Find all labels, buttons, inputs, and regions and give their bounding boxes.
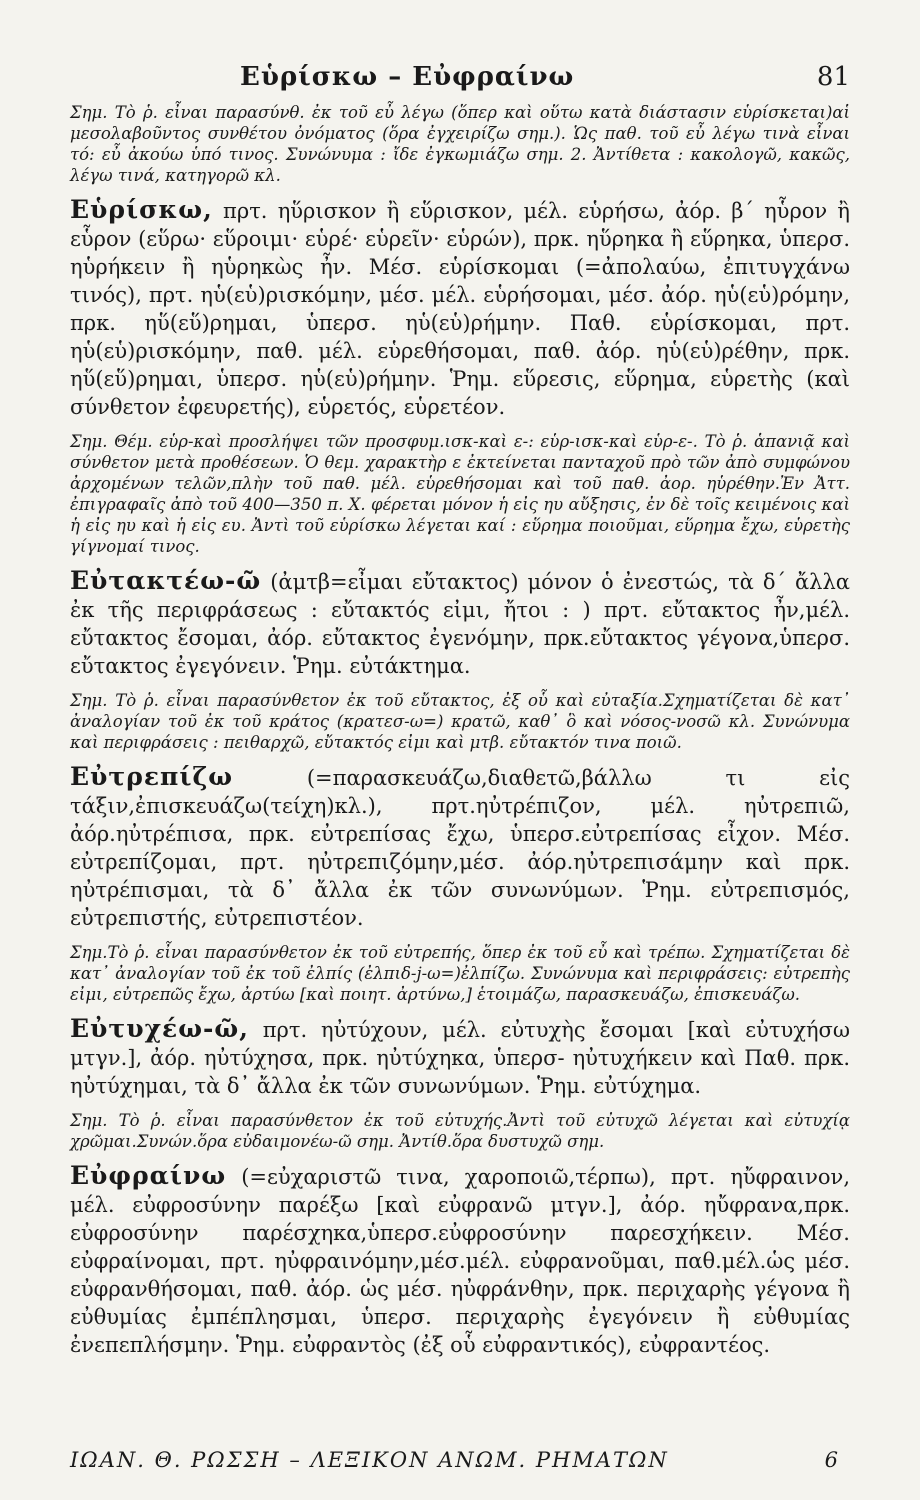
footer-title: ΙΩΑΝ. Θ. ΡΩΣΣΗ – ΛΕΞΙΚΟΝ ΑΝΩΜ. ΡΗΜΑΤΩΝ — [70, 1448, 669, 1472]
entry-eutycheo — [70, 1015, 850, 1100]
entry-text: πρτ. ηὕρισκον ἢ εὕρισκον, μέλ. εὑρήσω, ἀόρ. β΄ ηὗρον ἢ εὗρον (εὕρω· εὕροιμι· εὑρέ· εὑρεῖν· εὑρών), πρκ. ηὕρηκα ἢ εὕρηκα, ὑπερσ. ηὑρήκειν ἢ ηὑρηκὼς ἦν. Μέσ. εὑρίσκομαι (=ἀπολαύω, ἐπιτυγχάνω τινός), πρτ. ηὑ(εὑ)ρισκόμην, μέσ. μέλ. εὑρήσομαι, μέσ. ἀόρ. ηὑ(εὑ)ρόμην, πρκ. ηὕ(εὕ)ρημαι, ὑπερσ. ηὑ(εὑ)ρήμην. Παθ. εὑρίσκομαι, πρτ. ηὑ(εὑ)ρισκόμην, παθ. μέλ. εὑρεθήσομαι, παθ. ἀόρ. ηὑ(εὑ)ρέθην, πρκ. ηὕ(εὕ)ρημαι, ὑπερσ. ηὑ(εὑ)ρήμην. Ῥημ. εὕρεσις, εὕρημα, εὑρετὴς (καὶ σύνθετον ἐφευρετής), εὑρετός, εὑρετέον. — [70, 199, 850, 419]
note-eutakteo — [70, 690, 850, 753]
entry-euphraino — [70, 1162, 850, 1359]
note-text: Σημ. Θέμ. εὑρ-καὶ προσλήψει τῶν προσφυμ.ισκ-καὶ ε-: εὑρ-ισκ-καὶ εὑρ-ε-. Τὸ ῥ. ἁπανιᾷ καὶ σύνθετον μετὰ προθέσεων. Ὁ θεμ. χαρακτὴρ ε ἐκτείνεται πανταχοῦ πρὸ τῶν ἀπὸ συμφώνου ἀρχομένων τελῶν,πλὴν τοῦ παθ. μέλ. εὑρεθήσομαι καὶ τοῦ παθ. ἀορ. ηὑρέθην.Ἐν Ἀττ. ἐπιγραφαῖς ἀπὸ τοῦ 400—350 π. Χ. φέρεται μόνον ἡ εἰς ηυ αὔξησις, ἐν δὲ τοῖς κειμένοις καὶ ἡ εἰς ηυ καὶ ἡ εἰς ευ. Ἀντὶ τοῦ εὑρίσκω λέγεται καί : εὕρημα ποιοῦμαι, εὕρημα ἔχω, εὑρετὴς γίγνομαί τινος. — [70, 432, 850, 556]
note-heurisko — [70, 431, 850, 557]
page-number: 81 — [816, 62, 850, 92]
entry-text: (=εὐχαριστῶ τινα, χαροποιῶ,τέρπω), πρτ. ηὔφραινον, μέλ. εὐφροσύνην παρέξω [καὶ εὐφρανῶ μτγν.], ἀόρ. ηὔφρανα,πρκ. εὐφροσύνην παρέσχηκα,ὑπερσ.εὐφροσύνην παρεσχήκειν. Μέσ. εὐφραίνομαι, πρτ. ηὐφραινόμην,μέσ.μέλ. εὐφρανοῦμαι, παθ.μέλ.ὡς μέσ. εὐφρανθήσομαι, παθ. ἀόρ. ὡς μέσ. ηὐφράνθην, πρκ. περιχαρὴς γέγονα ἢ εὐθυμίας ἐμπέπλησμαι, ὑπερσ. περιχαρὴς ἐγεγόνειν ἢ εὐθυμίας ἐνεπεπλήσμην. Ῥημ. εὐφραντὸς (ἐξ οὗ εὐφραντικός), εὐφραντέος. — [70, 1165, 850, 1357]
note-text: Σημ. Τὸ ῥ. εἶναι παρασύνθ. ἐκ τοῦ εὖ λέγω (ὅπερ καὶ οὕτω κατὰ διάστασιν εὑρίσκεται)αἱ μεσολαβοῦντος συνθέτου ὀνόματος (ὅρα ἐγχειρίζω σημ.). Ὡς παθ. τοῦ εὖ λέγω τινὰ εἶναι τό: εὖ ἀκούω ὑπό τινος. Συνώνυμα : ἴδε ἐγκωμιάζω σημ. 2. Ἀντίθετα : κακολογῶ, κακῶς, λέγω τινά, κατηγορῶ κλ. — [70, 103, 850, 185]
entry-headword: Εὐτακτέω-ῶ — [70, 566, 262, 595]
entry-headword: Εὐτρεπίζω — [70, 762, 234, 791]
note-eulogo — [70, 102, 850, 186]
note-eutrepizo — [70, 942, 850, 1005]
entry-headword: Εὐτυχέω-ῶ, — [70, 1014, 249, 1043]
note-eutycheo — [70, 1110, 850, 1152]
entry-text: (ἀμτβ=εἶμαι εὔτακτος) μόνον ὁ ἐνεστώς, τὰ δ΄ ἄλλα ἐκ τῆς περιφράσεως : εὔτακτός εἰμι, ἤτοι : ) πρτ. εὔτακτος ἦν,μέλ. εὔτακτος ἔσομαι, ἀόρ. εὔτακτος ἐγενόμην, πρκ.εὔτακτος γέγονα,ὑπερσ. εὔτακτος ἐγεγόνειν. Ῥημ. εὐτάκτημα. — [70, 570, 850, 678]
entry-text: (=παρασκευάζω,διαθετῶ,βάλλω τι εἰς τάξιν,ἐπισκευάζω(τείχη)κλ.), πρτ.ηὐτρέπιζον, μέλ. ηὐτρεπιῶ, ἀόρ.ηὐτρέπισα, πρκ. εὐτρεπίσας ἔχω, ὑπερσ.εὐτρεπίσας εἶχον. Μέσ. εὐτρεπίζομαι, πρτ. ηὐτρεπιζόμην,μέσ. ἀόρ.ηὐτρεπισάμην καὶ πρκ. ηὐτρέπισμαι, τὰ δ᾽ ἄλλα ἐκ τῶν συνωνύμων. Ῥημ. εὐτρεπισμός, εὐτρεπιστής, εὐτρεπιστέον. — [70, 766, 850, 930]
entry-headword: Εὑρίσκω, — [70, 195, 213, 224]
signature-mark: 6 — [824, 1448, 838, 1472]
entry-eutrepizo — [70, 763, 850, 932]
entry-eutakteo — [70, 567, 850, 680]
entry-text: πρτ. ηὐτύχουν, μέλ. εὐτυχὴς ἔσομαι [καὶ εὐτυχήσω μτγν.], ἀόρ. ηὐτύχησα, πρκ. ηὐτύχηκα, ὑπερσ- ηὐτυχήκειν καὶ Παθ. πρκ. ηὐτύχημαι, τὰ δ᾽ ἄλλα ἐκ τῶν συνωνύμων. Ῥημ. εὐτύχημα. — [70, 1018, 850, 1098]
running-head — [70, 62, 850, 92]
running-title: Εὑρίσκω – Εὐφραίνω — [240, 62, 575, 92]
note-text: Σημ. Τὸ ῥ. εἶναι παρασύνθετον ἐκ τοῦ εὔτακτος, ἐξ οὗ καὶ εὐταξία.Σχηματίζεται δὲ κατ᾽ ἀναλογίαν τοῦ ἐκ τοῦ κράτος (κρατεσ-ω=) κρατῶ, καθ᾽ ὃ καὶ νόσος-νοσῶ κλ. Συνώνυμα καὶ περιφράσεις : πειθαρχῶ, εὔτακτός εἰμι καὶ μτβ. εὔτακτόν τινα ποιῶ. — [70, 691, 850, 752]
entry-heurisko — [70, 196, 850, 421]
note-text: Σημ. Τὸ ῥ. εἶναι παρασύνθετον ἐκ τοῦ εὐτυχής.Ἀντὶ τοῦ εὐτυχῶ λέγεται καὶ εὐτυχίᾳ χρῶμαι.Συνών.ὅρα εὐδαιμονέω-ῶ σημ. Ἀντίθ.ὅρα δυστυχῶ σημ. — [70, 1111, 850, 1151]
note-text: Σημ.Τὸ ῥ. εἶναι παρασύνθετον ἐκ τοῦ εὐτρεπής, ὅπερ ἐκ τοῦ εὖ καὶ τρέπω. Σχηματίζεται δὲ κατ᾽ ἀναλογίαν τοῦ ἐκ τοῦ ἐλπίς (ἐλπιδ-j-ω=)ἐλπίζω. Συνώνυμα καὶ περιφράσεις: εὐτρεπὴς εἰμι, εὐτρεπῶς ἔχω, ἀρτύω [καὶ ποιητ. ἀρτύνω,] ἑτοιμάζω, παρασκευάζω, ἐπισκευάζω. — [70, 943, 850, 1004]
entry-headword: Εὐφραίνω — [70, 1161, 227, 1190]
page-footer — [70, 1448, 838, 1472]
